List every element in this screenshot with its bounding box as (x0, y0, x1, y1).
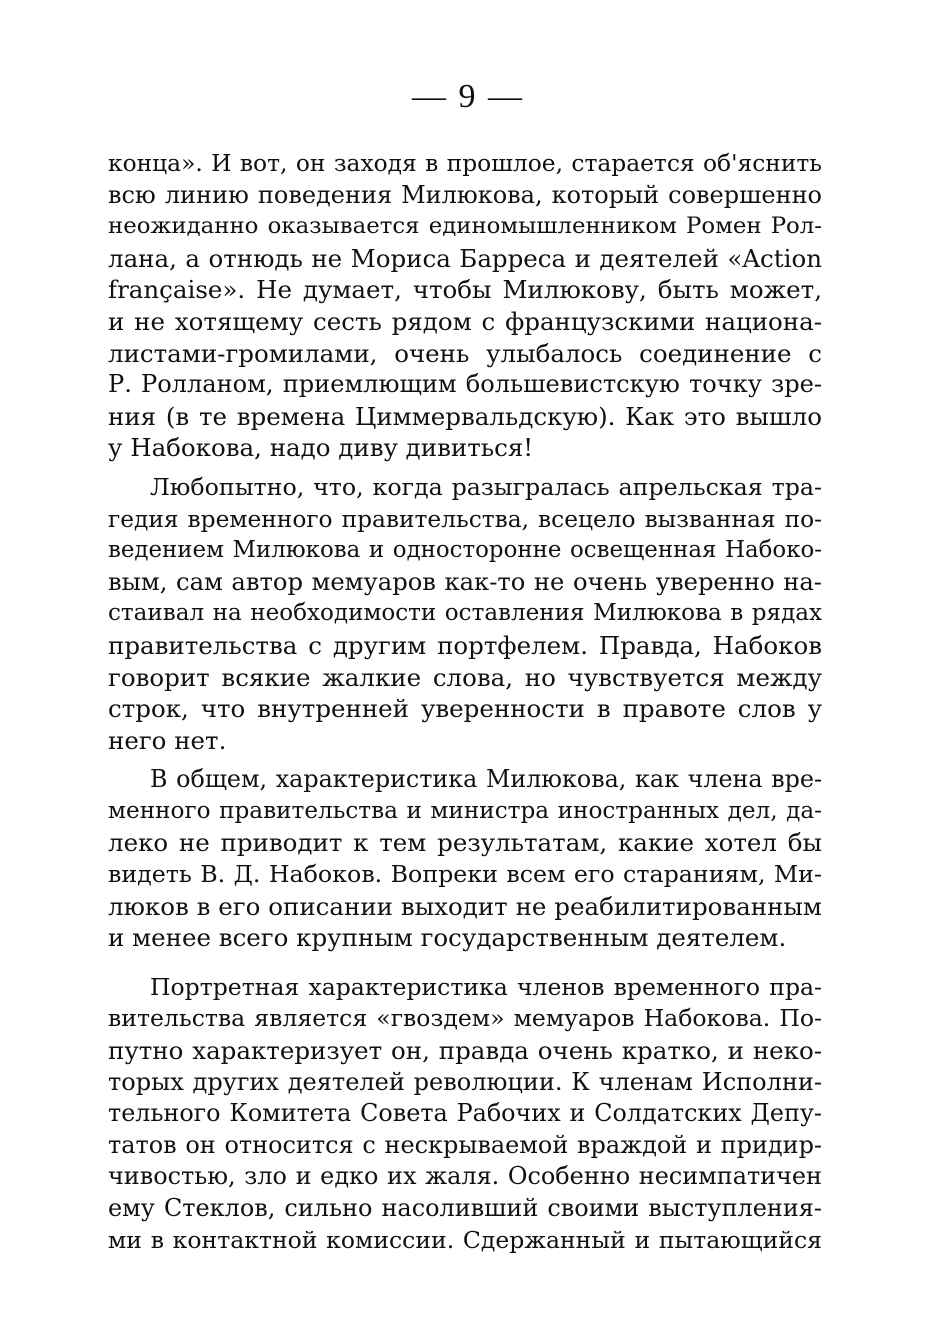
text-line: правительства с другим портфелем. Правда, Набоков (108, 630, 822, 660)
text-line: татов он относится с нескрываемой враждой и придир- (108, 1130, 822, 1159)
text-line: говорит всякие жалкие слова, но чувствуется между (108, 662, 822, 692)
text-line: и менее всего крупным государственным деятелем. (108, 923, 787, 953)
text-line: ему Стеклов, сильно насоливший своими выступления- (108, 1194, 822, 1222)
text-line: видеть В. Д. Набоков. Вопреки всем его стараниям, Ми- (108, 860, 822, 889)
text-line: чивостью, зло и едко их жаля. Особенно несимпатичен (108, 1162, 822, 1191)
text-line: менного правительства и министра иностранных дел, да- (108, 797, 822, 824)
paragraph-3 (108, 764, 822, 954)
text-line: В общем, характеристика Милюкова, как члена вре- (150, 765, 822, 794)
text-line: Любопытно, что, когда разыгралась апрельская тра- (150, 472, 822, 501)
body-text (108, 148, 822, 1256)
text-line: вительства является «гвоздем» мемуаров Набокова. По- (108, 1004, 822, 1033)
text-line: гедия временного правительства, всецело вызванная по- (108, 505, 822, 533)
paragraph-1 (108, 148, 822, 464)
text-line: стаивал на необходимости оставления Милюкова в рядах (108, 600, 822, 627)
text-line: путно характеризует он, правда очень кратко, и неко- (108, 1036, 822, 1066)
text-line: ми в контактной комиссии. Сдержанный и пытающийся (108, 1225, 822, 1254)
text-line: ведением Милюкова и односторонне освещенная Набоко- (108, 537, 822, 564)
text-line: леко не приводит к тем результатам, какие хотел бы (108, 828, 822, 858)
text-line: française». Не думает, чтобы Милюкову, быть может, (108, 275, 822, 305)
text-line: листами-громилами, очень улыбалось соединение с (108, 338, 822, 368)
text-line: строк, что внутренней уверенности в правоте слов у (108, 694, 822, 724)
text-line: конца». И вот, он заходя в прошлое, старается об'яснить (108, 149, 822, 177)
text-line: тельного Комитета Совета Рабочих и Солдатских Депу- (108, 1099, 822, 1128)
paragraph-2 (108, 472, 822, 756)
text-line: вым, сам автор мемуаров как-то не очень уверенно на- (108, 567, 822, 596)
text-line: всю линию поведения Милюкова, который совершенно (108, 180, 822, 209)
text-line: неожиданно оказывается единомышленником Ромен Рол- (108, 213, 822, 240)
text-line: Портретная характеристика членов временного пра- (150, 972, 822, 1001)
text-line: Р. Ролланом, приемлющим большевистскую точку зре- (108, 370, 822, 399)
text-line: и не хотящему сесть рядом с французскими национа- (108, 306, 822, 336)
text-line: него нет. (108, 725, 227, 755)
text-line: лана, а отнюдь не Мориса Барреса и деятелей «Action (108, 243, 822, 273)
text-line: ния (в те времена Циммервальдскую). Как это вышло (108, 401, 822, 431)
text-line: торых других деятелей революции. К членам Исполни- (108, 1067, 822, 1096)
paragraph-4 (108, 972, 822, 1256)
page-number: — 9 — (412, 78, 524, 115)
text-line: у Набокова, надо диву дивиться! (108, 433, 534, 463)
text-line: люков в его описании выходит не реабилитированным (108, 891, 822, 921)
